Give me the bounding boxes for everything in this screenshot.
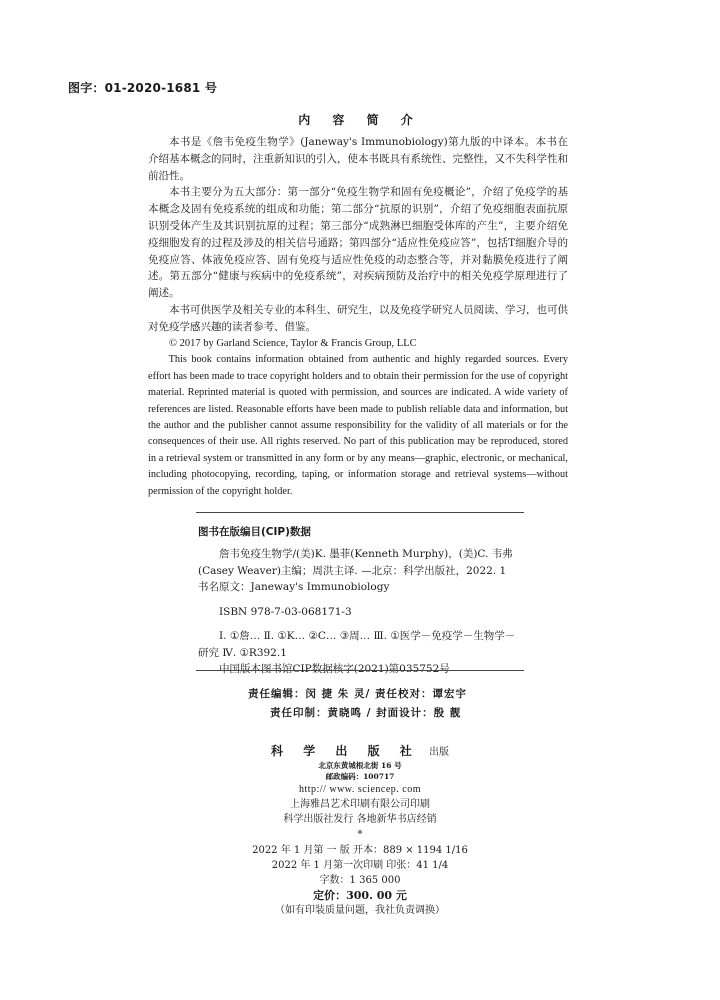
publisher-block — [0, 744, 720, 918]
cip-block — [198, 546, 524, 678]
staff-line-1: 责任编辑：闵 捷 朱 灵/ 责任校对：谭宏宇 — [248, 688, 467, 700]
printer: 上海雅昌艺术印刷有限公司印刷 — [290, 799, 430, 810]
summary-paragraph-1: 本书是《詹韦免疫生物学》(Janeway's Immunobiology)第九版的中译本。本书在介绍基本概念的同时，注重新知识的引入，使本书既具有系统性、完整性，又不失科学性和前沿性。 — [148, 136, 568, 182]
top-divider — [196, 512, 524, 513]
bottom-divider — [196, 670, 524, 671]
summary-body — [148, 134, 568, 500]
quality-note: （如有印装质量问题，我社负责调换） — [275, 905, 445, 916]
cip-heading: 图书在版编目(CIP)数据 — [198, 526, 311, 538]
separator-star: * — [357, 829, 363, 840]
publisher-url: http:// www. sciencep. com — [298, 784, 422, 795]
publisher-postcode: 邮政编码：100717 — [325, 772, 395, 781]
publisher-address: 北京东黄城根北街 16 号 — [318, 761, 402, 770]
press-name: 科 学 出 版 社 — [271, 744, 420, 758]
summary-paragraph-3: 本书可供医学及相关专业的本科生、研究生，以及免疫学研究人员阅读、学习，也可供对免疫学感兴趣的读者参考、借鉴。 — [148, 303, 568, 333]
distributor: 科学出版社发行 各地新华书店经销 — [283, 814, 437, 825]
price: 定价：300. 00 元 — [313, 889, 407, 902]
edition-line: 2022 年 1 月第 一 版 开本：889 × 1194 1/16 — [252, 845, 468, 856]
press-suffix: 出版 — [428, 747, 449, 758]
word-count: 字数：1 365 000 — [319, 875, 401, 886]
summary-paragraph-2: 本书主要分为五大部分：第一部分“免疫生物学和固有免疫概论”，介绍了免疫学的基本概念及固有免疫系统的组成和功能；第二部分“抗原的识别”，介绍了免疫细胞表面抗原识别受体产生及其识别抗原的过程；第三部分“成熟淋巴细胞受体库的产生”，主要介绍免疫细胞发育的过程及涉及的相关信号通路；第四部分“适应性免疫应答”，包括T细胞介导的免疫应答、体液免疫应答、固有免疫与适应性免疫的动态整合等，并对黏膜免疫进行了阐述。第五部分“健康与疾病中的免疫系统”，对疾病预防及治疗中的相关免疫学原理进行了阐述。 — [148, 186, 568, 300]
cip-isbn: ISBN 978-7-03-068171-3 — [219, 605, 352, 618]
printing-line: 2022 年 1 月第一次印刷 印张：41 1/4 — [271, 860, 449, 871]
summary-title: 内 容 简 介 — [298, 113, 422, 127]
publisher-name — [0, 744, 720, 760]
cip-title-line: 詹韦免疫生物学/(美)K. 墨菲(Kenneth Murphy)，(美)C. 韦弗(Casey Weaver)主编；周洪主译. —北京：科学出版社，2022. 1 — [198, 548, 513, 577]
cip-original-title: 书名原文：Janeway's Immunobiology — [198, 581, 390, 593]
license-number: 图字：01-2020-1681 号 — [68, 81, 218, 95]
cip-classification: Ⅰ. ①詹… Ⅱ. ①K… ②C… ③周… Ⅲ. ①医学－免疫学－生物学－研究 Ⅳ. ①R392.1 — [198, 630, 516, 659]
staff-line-2: 责任印制：黄晓鸣 / 封面设计：殷 靓 — [270, 707, 462, 719]
copyright-line: © 2017 by Garland Science, Taylor & Francis Group, LLC — [169, 337, 417, 349]
cip-check-number: 中国版本图书馆CIP数据核字(2021)第035752号 — [219, 663, 450, 675]
english-notice: This book contains information obtained from authentic and highly regarded sources. Every effort has been made to trace copyright holders and to obtain their permission for the use of copyright material. Reprinted material is quoted with permission, and sources are indicated. A wide variety of references are listed. Reasonable efforts have been made to publish reliable data and information, but the author and the publisher cannot assume responsibility for the validity of all materials or for the consequences of their use. All rights reserved. No part of this publication may be reproduced, stored in a retrieval system or transmitted in any form or by any means—graphic, electronic, or mechanical, including photocopying, recording, taping, or information storage and retrieval systems—without permission of the copyright holder. — [148, 354, 568, 497]
